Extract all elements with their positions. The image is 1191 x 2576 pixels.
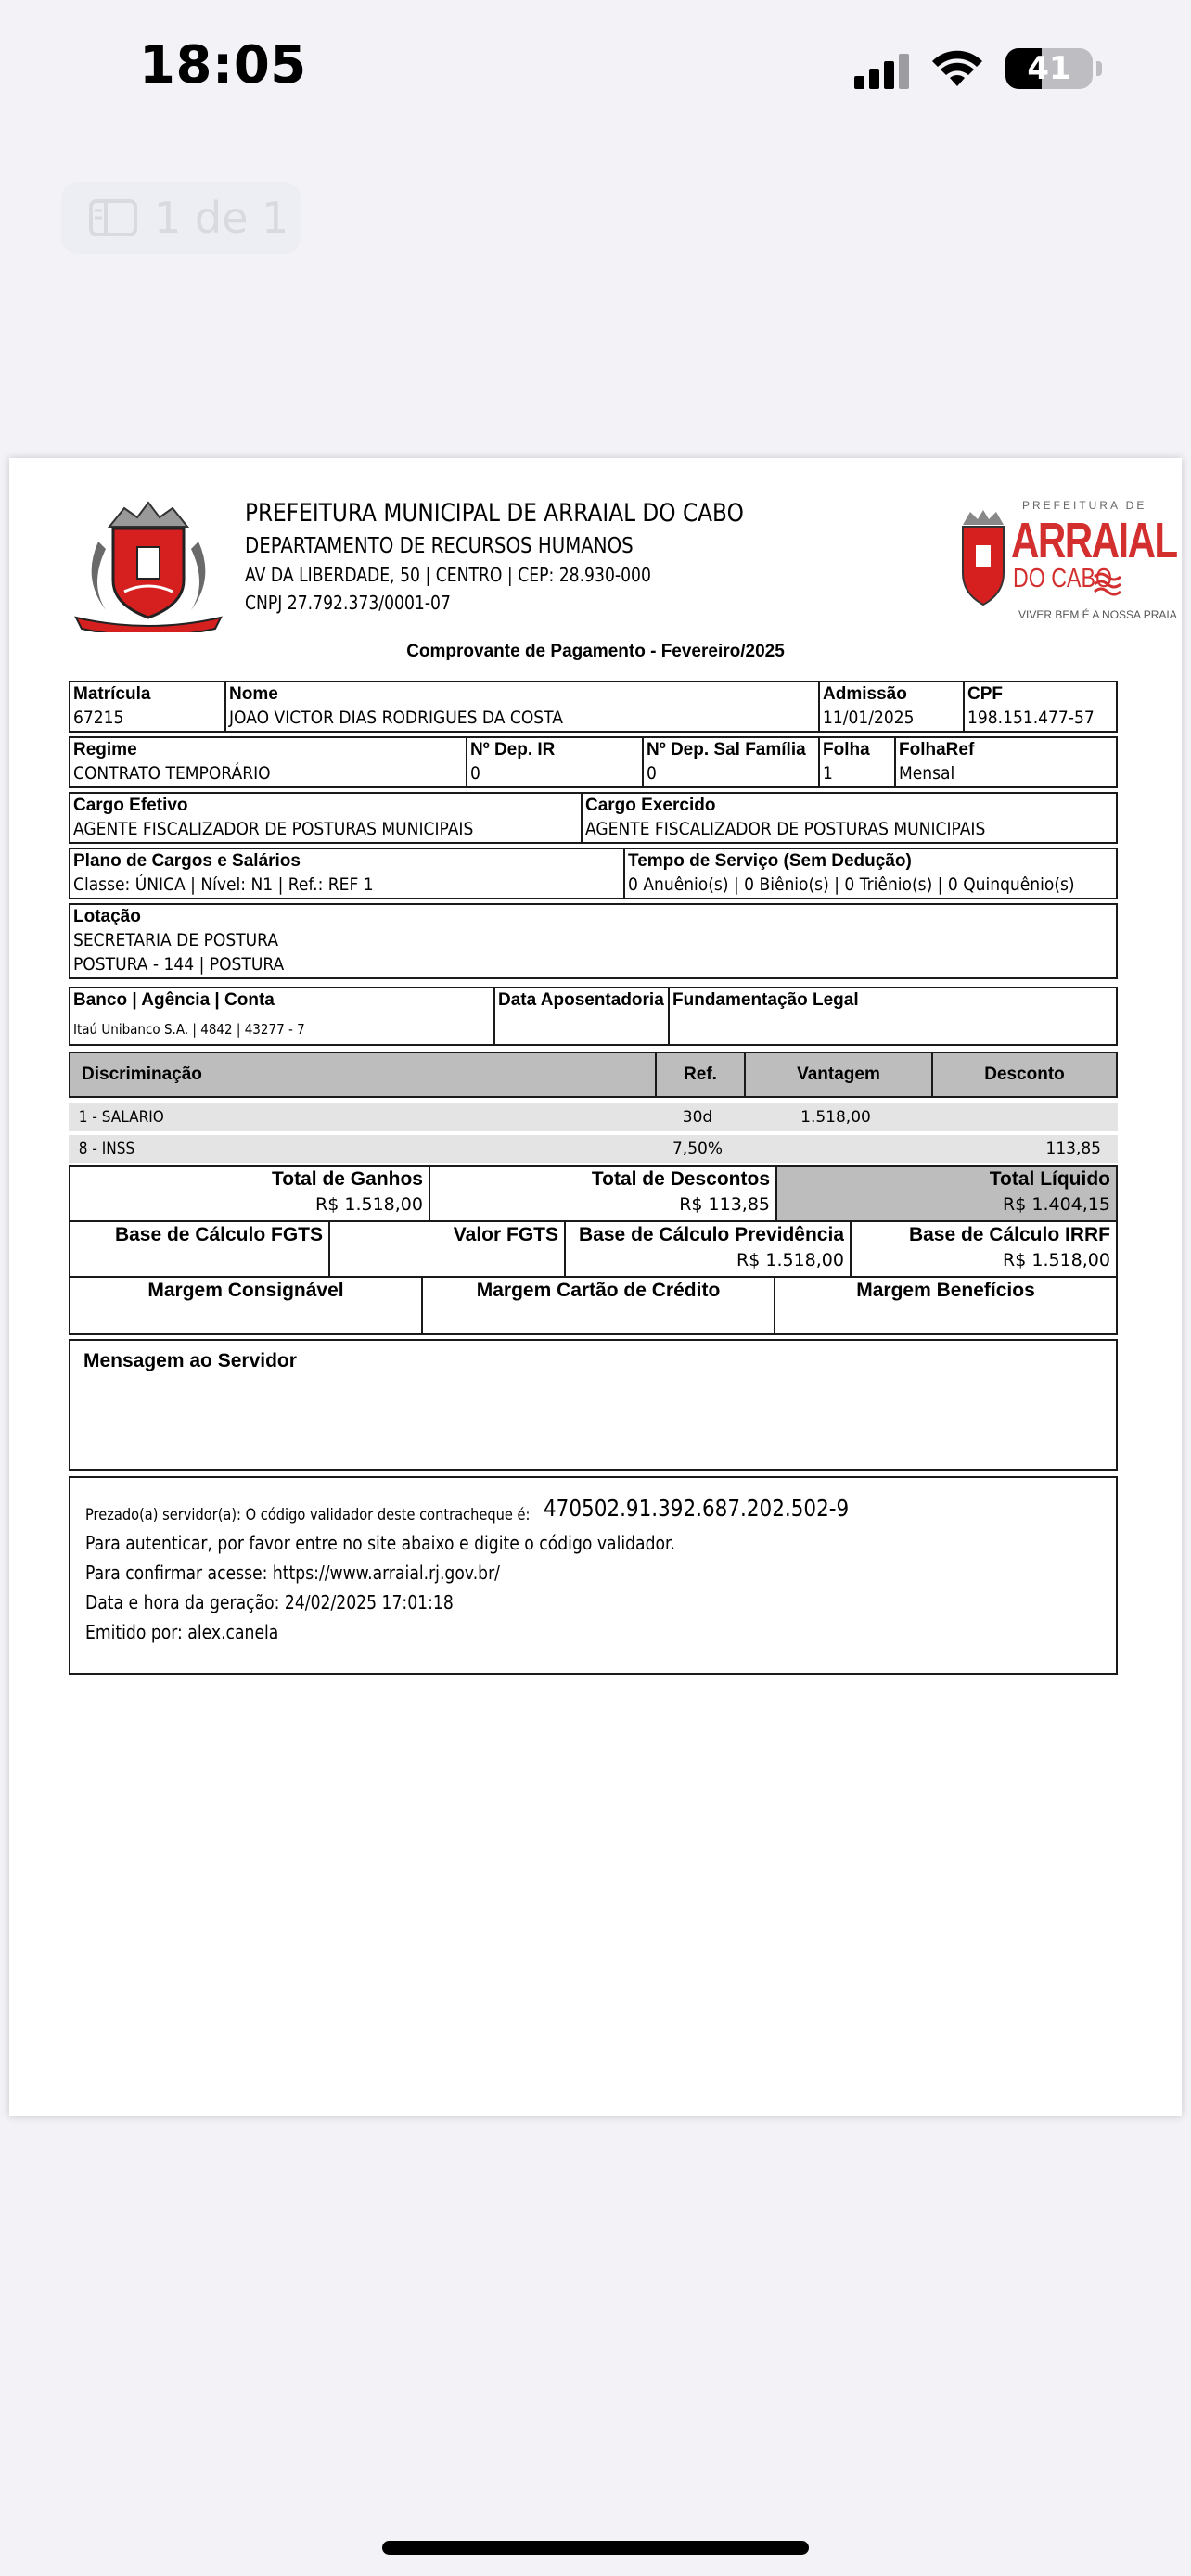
cellular-signal-icon [854, 48, 909, 89]
tempo-value: 0 Anuênio(s) | 0 Biênio(s) | 0 Triênio(s) | 0 Quinquênio(s) [628, 874, 1075, 895]
status-time: 18:05 [139, 35, 307, 96]
folha-cell [819, 737, 895, 787]
dep-sal-value: 0 [647, 763, 657, 784]
totals-row [69, 1165, 1118, 1222]
valor-fgts-label: Valor FGTS [453, 1224, 558, 1245]
fundamentacao-cell [669, 988, 1117, 1045]
base-irrf-cell [852, 1222, 1116, 1276]
regime-value: CONTRATO TEMPORÁRIO [73, 763, 271, 784]
battery-tip [1096, 61, 1102, 76]
base-prev-label: Base de Cálculo Previdência [579, 1224, 844, 1245]
regime-cell [70, 737, 467, 787]
col-desconto: Desconto [931, 1053, 1116, 1096]
bases-row [69, 1220, 1118, 1278]
mensagem-servidor-label: Mensagem ao Servidor [83, 1350, 297, 1371]
city-coat-of-arms-logo [72, 495, 224, 632]
logo-name: ARRAIAL [1011, 513, 1177, 568]
city-crest-icon [957, 508, 1009, 610]
folha-label: Folha [823, 740, 870, 759]
margem-cartao-label: Margem Cartão de Crédito [476, 1280, 721, 1301]
department-name: DEPARTAMENTO DE RECURSOS HUMANOS [245, 534, 634, 558]
employee-row-3 [69, 792, 1118, 844]
col-ref: Ref. [655, 1053, 744, 1096]
banco-cell [70, 988, 494, 1045]
folharef-cell [895, 737, 1117, 787]
battery-icon [1005, 48, 1093, 89]
auth-line-3: Data e hora da geração: 24/02/2025 17:01:18 [85, 1591, 454, 1613]
row-desconto: 113,85 [1045, 1140, 1101, 1158]
cpf-value: 198.151.477-57 [967, 708, 1095, 728]
authentication-box [69, 1476, 1118, 1675]
table-row [69, 1103, 1118, 1131]
row-desc: 8 - INSS [78, 1140, 135, 1158]
battery-level: 41 [1027, 50, 1071, 87]
employee-row-5 [69, 903, 1118, 979]
folharef-label: FolhaRef [899, 740, 975, 759]
cargo-exercido-cell [582, 793, 1117, 843]
fundamentacao-label: Fundamentação Legal [672, 990, 859, 1010]
margem-consignavel-label: Margem Consignável [147, 1280, 344, 1301]
auth-intro: Prezado(a) servidor(a): O código validador deste contracheque é: [85, 1506, 531, 1524]
matricula-label: Matrícula [73, 684, 151, 704]
admissao-label: Admissão [823, 684, 907, 704]
plano-label: Plano de Cargos e Salários [73, 851, 301, 871]
banco-value: Itaú Unibanco S.A. | 4842 | 43277 - 7 [73, 1021, 305, 1038]
nome-label: Nome [229, 684, 278, 704]
employee-row-4 [69, 848, 1118, 899]
aposentadoria-cell [494, 988, 669, 1045]
row-ref: 30d [682, 1108, 713, 1127]
auth-line-2: Para confirmar acesse: https://www.arraial.rj.gov.br/ [85, 1562, 500, 1584]
dep-ir-cell [467, 737, 643, 787]
margem-cartao-cell [423, 1278, 775, 1333]
matricula-value: 67215 [73, 708, 124, 728]
matricula-cell [70, 682, 225, 732]
dep-sal-label: Nº Dep. Sal Família [647, 740, 806, 759]
cargo-exercido-value: AGENTE FISCALIZADOR DE POSTURAS MUNICIPAIS [585, 819, 986, 839]
employee-row-2 [69, 736, 1118, 788]
admissao-value: 11/01/2025 [823, 708, 915, 728]
auth-line-1: Para autenticar, por favor entre no site abaixo e digite o código validador. [85, 1532, 675, 1554]
page-indicator[interactable] [61, 182, 301, 254]
folha-value: 1 [823, 763, 833, 784]
total-ganhos-label: Total de Ganhos [272, 1168, 423, 1190]
total-descontos-label: Total de Descontos [591, 1168, 770, 1190]
logo-slogan: VIVER BEM É A NOSSA PRAIA [1018, 608, 1177, 621]
payslip-document [9, 458, 1182, 2116]
logo-top-text: PREFEITURA DE [1022, 499, 1147, 512]
cargo-efetivo-label: Cargo Efetivo [73, 796, 188, 815]
page-indicator-label: 1 de 1 [154, 193, 289, 243]
mensagem-servidor-box [69, 1339, 1118, 1471]
row-desc: 1 - SALARIO [78, 1108, 164, 1127]
col-vantagem: Vantagem [744, 1053, 931, 1096]
total-ganhos-value: R$ 1.518,00 [315, 1194, 423, 1215]
plano-cell [70, 848, 624, 899]
cargo-efetivo-value: AGENTE FISCALIZADOR DE POSTURAS MUNICIPAIS [73, 819, 474, 839]
plano-value: Classe: ÚNICA | Nível: N1 | Ref.: REF 1 [73, 874, 374, 895]
wave-icon [1093, 571, 1124, 597]
margem-beneficios-cell [775, 1278, 1116, 1333]
dep-ir-value: 0 [470, 763, 480, 784]
employee-row-1 [69, 681, 1118, 733]
lotacao-cell [70, 904, 1117, 978]
total-liquido-value: R$ 1.404,15 [1003, 1194, 1110, 1215]
discriminacao-header [69, 1052, 1118, 1098]
base-irrf-value: R$ 1.518,00 [1003, 1250, 1110, 1270]
cpf-label: CPF [967, 684, 1003, 704]
lotacao-label: Lotação [73, 907, 141, 926]
logo-subname: DO CABO [1013, 564, 1112, 593]
base-prev-value: R$ 1.518,00 [736, 1250, 844, 1270]
margem-consignavel-cell [70, 1278, 423, 1333]
row-vantagem: 1.518,00 [800, 1108, 871, 1127]
base-fgts-cell [70, 1222, 330, 1276]
base-prev-cell [566, 1222, 852, 1276]
employee-row-6 [69, 987, 1118, 1046]
base-irrf-label: Base de Cálculo IRRF [908, 1224, 1110, 1245]
folharef-value: Mensal [899, 763, 955, 784]
validation-code: 470502.91.392.687.202.502-9 [544, 1495, 850, 1522]
arraial-do-cabo-logo [957, 499, 1177, 638]
document-title: Comprovante de Pagamento - Fevereiro/2025 [406, 642, 785, 661]
org-name: PREFEITURA MUNICIPAL DE ARRAIAL DO CABO [245, 499, 744, 528]
margem-beneficios-label: Margem Benefícios [856, 1280, 1035, 1301]
cpf-cell [964, 682, 1117, 732]
org-address: AV DA LIBERDADE, 50 | CENTRO | CEP: 28.930-000 [245, 564, 651, 586]
base-fgts-label: Base de Cálculo FGTS [114, 1224, 323, 1245]
total-descontos-value: R$ 113,85 [679, 1194, 770, 1215]
nome-value: JOAO VICTOR DIAS RODRIGUES DA COSTA [229, 708, 563, 728]
wifi-icon [931, 49, 983, 88]
valor-fgts-cell [330, 1222, 566, 1276]
sidebar-icon [89, 199, 137, 236]
total-ganhos-cell [70, 1167, 430, 1220]
tempo-cell [624, 848, 1117, 899]
regime-label: Regime [73, 740, 137, 759]
total-descontos-cell [430, 1167, 777, 1220]
banco-label: Banco | Agência | Conta [73, 990, 275, 1010]
lotacao-value-2: POSTURA - 144 | POSTURA [73, 954, 285, 975]
status-icons [854, 48, 1102, 89]
dep-sal-cell [643, 737, 819, 787]
row-ref: 7,50% [672, 1140, 723, 1158]
aposentadoria-label: Data Aposentadoria [498, 990, 664, 1010]
lotacao-value-1: SECRETARIA DE POSTURA [73, 930, 279, 950]
cargo-exercido-label: Cargo Exercido [585, 796, 716, 815]
total-liquido-label: Total Líquido [989, 1168, 1110, 1190]
table-row [69, 1135, 1118, 1163]
dep-ir-label: Nº Dep. IR [470, 740, 556, 759]
nome-cell [225, 682, 819, 732]
admissao-cell [819, 682, 964, 732]
auth-line-4: Emitido por: alex.canela [85, 1621, 279, 1643]
col-discriminacao: Discriminação [82, 1065, 202, 1084]
cargo-efetivo-cell [70, 793, 582, 843]
org-cnpj: CNPJ 27.792.373/0001-07 [245, 592, 451, 614]
home-indicator[interactable] [382, 2541, 809, 2555]
total-liquido-cell [777, 1167, 1116, 1220]
margens-row [69, 1276, 1118, 1335]
tempo-label: Tempo de Serviço (Sem Dedução) [628, 851, 912, 871]
